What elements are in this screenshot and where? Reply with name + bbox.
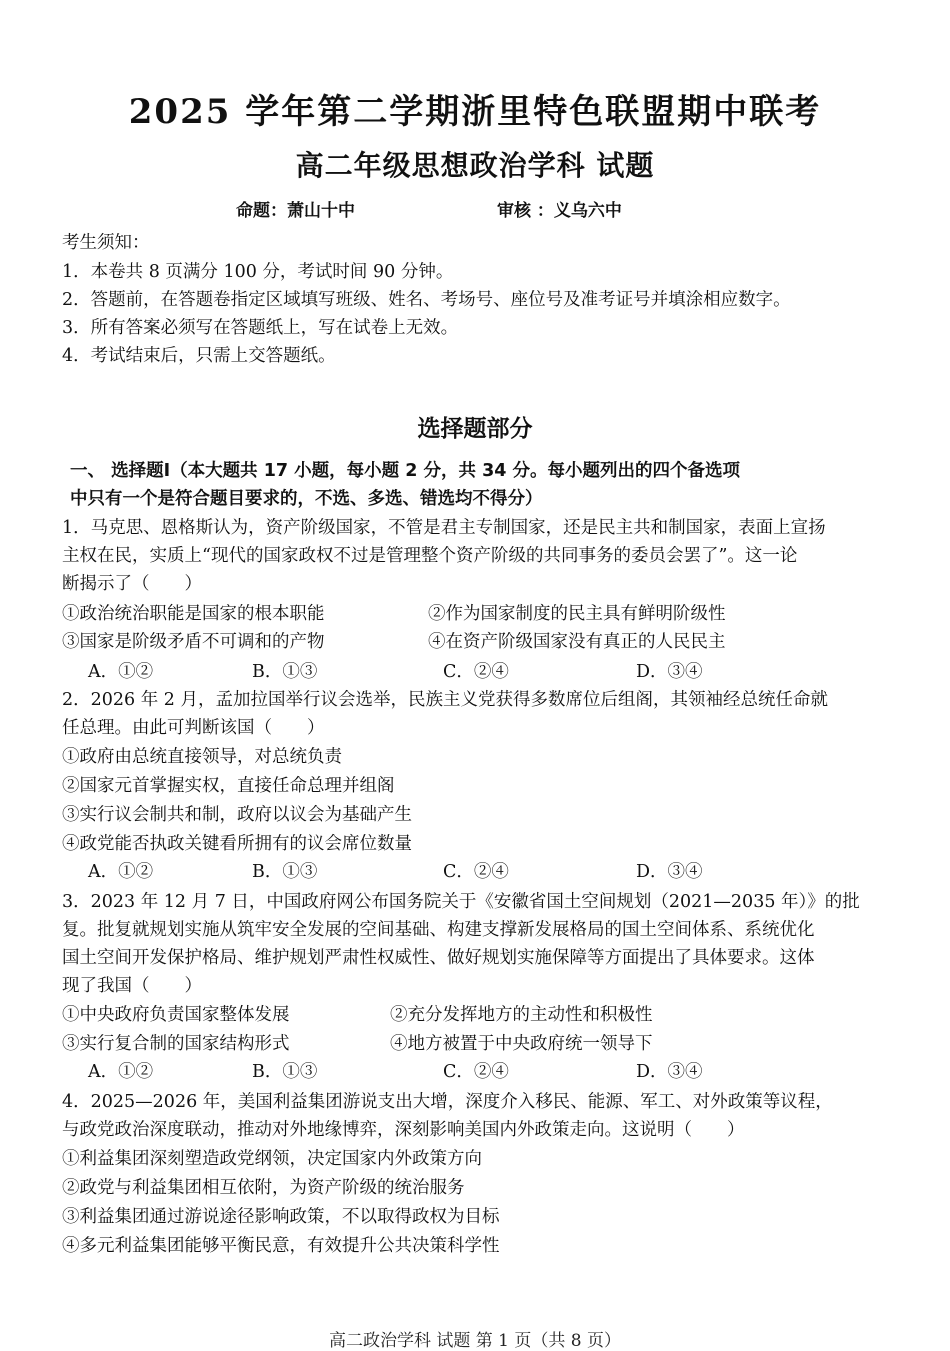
statement-4: ④多元利益集团能够平衡民意，有效提升公共决策科学性 — [62, 1236, 500, 1256]
choice-b: B．①③ — [252, 662, 318, 682]
choice-a: A．①② — [88, 1062, 154, 1082]
choice-d: D．③④ — [636, 862, 703, 882]
statement-1: ①政治统治职能是国家的根本职能 — [62, 604, 325, 624]
statement-1: ①利益集团深刻塑造政党纲领，决定国家内外政策方向 — [62, 1149, 482, 1169]
question-2-text: 任总理。由此可判断该国（ ） — [62, 718, 325, 738]
statement-2: ②充分发挥地方的主动性和积极性 — [390, 1005, 653, 1025]
choice-c: C．②④ — [443, 1062, 509, 1082]
choice-d: D．③④ — [636, 1062, 703, 1082]
choice-a: A．①② — [88, 862, 154, 882]
question-3-text: 3．2023 年 12 月 7 日，中国政府网公布国务院关于《安徽省国土空间规划（2021—2035 年）》的批 — [62, 892, 860, 912]
notice-item: 1．本卷共 8 页满分 100 分，考试时间 90 分钟。 — [62, 262, 454, 282]
notice-item: 4．考试结束后，只需上交答题纸。 — [62, 346, 336, 366]
choice-c: C．②④ — [443, 662, 509, 682]
question-3-text: 复。批复就规划实施从筑牢安全发展的空间基础、构建支撑新发展格局的国土空间体系、系统优化 — [62, 920, 815, 940]
question-3-text: 现了我国（ ） — [62, 976, 202, 996]
page-footer: 高二政治学科 试题 第 1 页（共 8 页） — [328, 1331, 622, 1351]
question-3-text: 国土空间开发保护格局、维护规划严肃性权威性、做好规划实施保障等方面提出了具体要求。这体 — [62, 948, 815, 968]
choice-a: A．①② — [88, 662, 154, 682]
statement-2: ②政党与利益集团相互依附，为资产阶级的统治服务 — [62, 1178, 465, 1198]
question-4-text: 4．2025—2026 年，美国利益集团游说支出大增，深度介入移民、能源、军工、对外政策等议程， — [62, 1092, 833, 1112]
part-instruction: 中只有一个是符合题目要求的，不选、多选、错选均不得分） — [70, 489, 543, 509]
notice-heading: 考生须知： — [62, 233, 150, 253]
question-4-text: 与政党政治深度联动，推动对外地缘博弈，深刻影响美国内外政策走向。这说明（ ） — [62, 1120, 745, 1140]
statement-3: ③实行复合制的国家结构形式 — [62, 1034, 290, 1054]
statement-4: ④政党能否执政关键看所拥有的议会席位数量 — [62, 834, 412, 854]
statement-4: ④地方被置于中央政府统一领导下 — [390, 1034, 653, 1054]
notice-item: 3．所有答案必须写在答题纸上，写在试卷上无效。 — [62, 318, 459, 338]
section-title: 选择题部分 — [417, 416, 533, 442]
statement-4: ④在资产阶级国家没有真正的人民民主 — [428, 632, 726, 652]
author-credit: 命题：萧山十中 — [236, 201, 355, 221]
choice-b: B．①③ — [252, 862, 318, 882]
notice-item: 2．答题前，在答题卷指定区域填写班级、姓名、考场号、座位号及准考证号并填涂相应数字。 — [62, 290, 791, 310]
statement-1: ①中央政府负责国家整体发展 — [62, 1005, 290, 1025]
statement-3: ③利益集团通过游说途径影响政策，不以取得政权为目标 — [62, 1207, 500, 1227]
page-title: 2025 学年第二学期浙里特色联盟期中联考 — [128, 92, 822, 132]
question-2-text: 2．2026 年 2 月，孟加拉国举行议会选举，民族主义党获得多数席位后组阁，其领袖经总统任命就 — [62, 690, 828, 710]
statement-3: ③实行议会制共和制，政府以议会为基础产生 — [62, 805, 412, 825]
question-1-text: 主权在民，实质上“现代的国家政权不过是管理整个资产阶级的共同事务的委员会罢了”。这一论 — [62, 546, 798, 566]
question-1-text: 断揭示了（ ） — [62, 574, 202, 594]
choice-d: D．③④ — [636, 662, 703, 682]
reviewer-credit: 审核 ：义乌六中 — [497, 201, 622, 221]
choice-b: B．①③ — [252, 1062, 318, 1082]
statement-3: ③国家是阶级矛盾不可调和的产物 — [62, 632, 325, 652]
statement-2: ②作为国家制度的民主具有鲜明阶级性 — [428, 604, 726, 624]
statement-2: ②国家元首掌握实权，直接任命总理并组阁 — [62, 776, 395, 796]
page-subtitle: 高二年级思想政治学科 试题 — [295, 149, 655, 182]
part-instruction: 一、 选择题Ⅰ（本大题共 17 小题，每小题 2 分，共 34 分。每小题列出的四个备选项 — [70, 461, 741, 481]
choice-c: C．②④ — [443, 862, 509, 882]
statement-1: ①政府由总统直接领导，对总统负责 — [62, 747, 342, 767]
question-1-text: 1．马克思、恩格斯认为，资产阶级国家，不管是君主专制国家，还是民主共和制国家，表面上宣扬 — [62, 518, 826, 538]
